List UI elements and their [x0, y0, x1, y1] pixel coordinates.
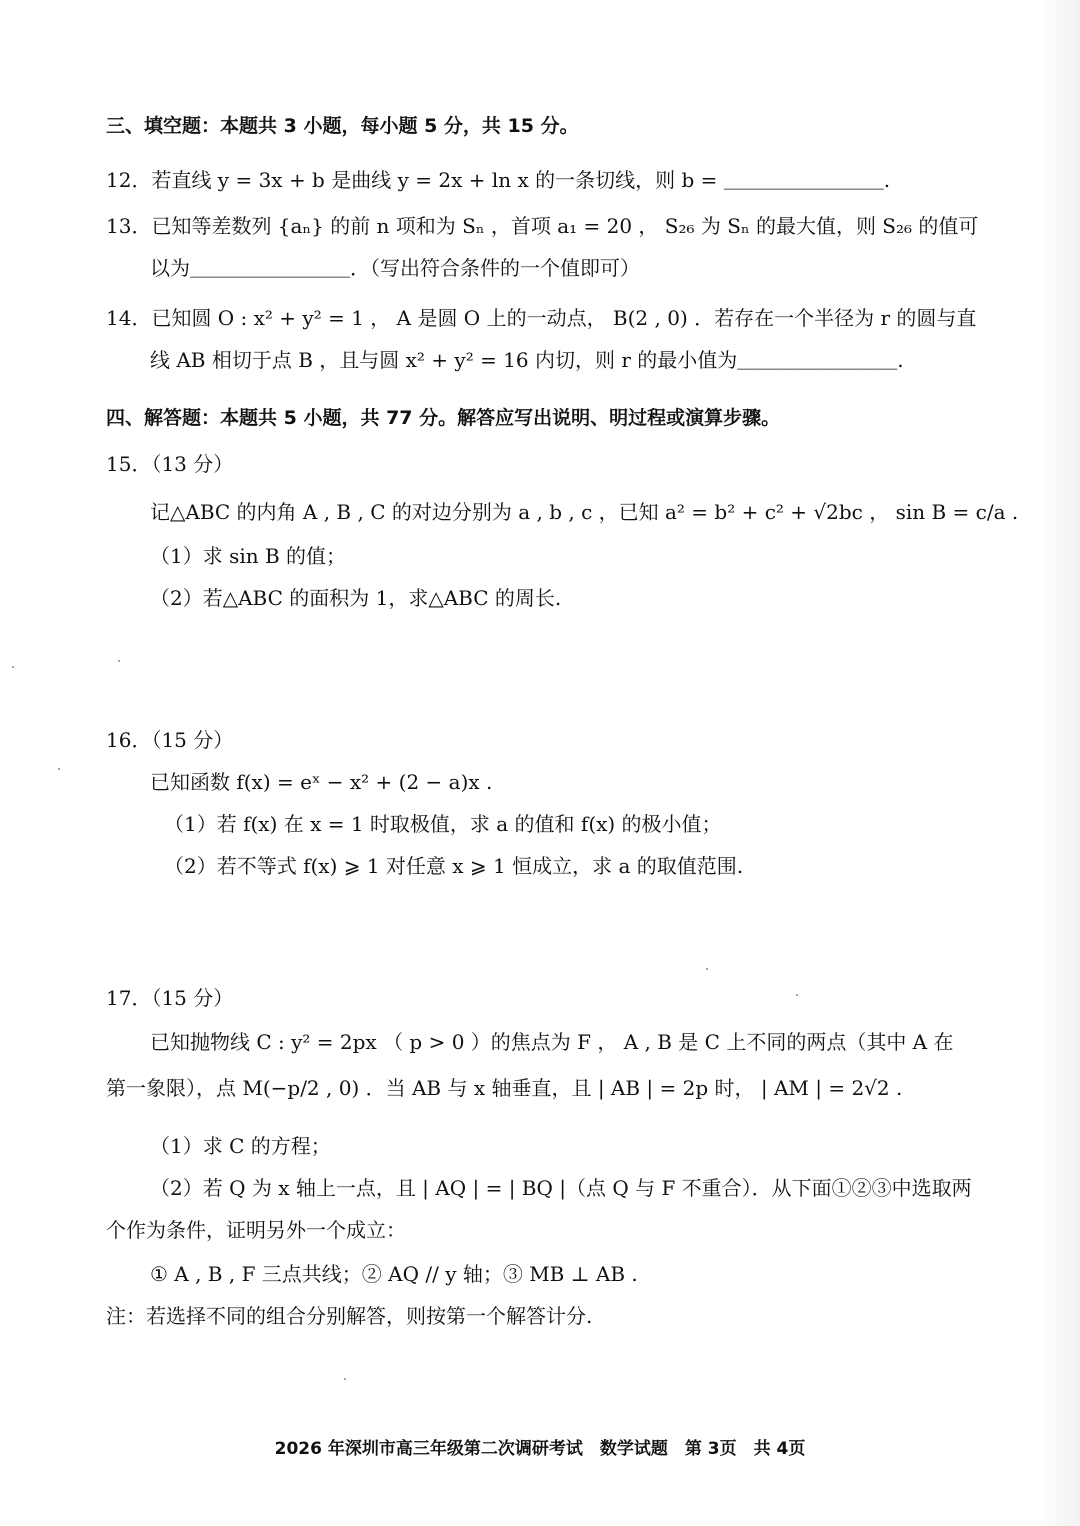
scan-speck: [344, 1378, 346, 1380]
question-17-part-2-line-2: 个作为条件，证明另外一个成立：: [106, 1218, 406, 1242]
question-17-stem-line-2: 第一象限），点 M(−p/2 , 0) ．当 AB 与 x 轴垂直，且 | AB | = 2p 时， | AM | = 2√2 .: [106, 1076, 903, 1100]
question-17-options: ① A , B , F 三点共线；② AQ // y 轴；③ MB ⊥ AB .: [150, 1262, 638, 1286]
question-15-stem: 记△ABC 的内角 A , B , C 的对边分别为 a , b , c ，已知 a² = b² + c² + √2bc ， sin B = c/a .: [150, 500, 1019, 524]
scan-speck: [12, 666, 14, 668]
scan-speck: [796, 994, 798, 996]
section-4-heading: 四、解答题：本题共 5 小题，共 77 分。解答应写出说明、明过程或演算步骤。: [106, 407, 781, 429]
scan-speck: [118, 660, 120, 662]
question-17-part-2-line-1: （2）若 Q 为 x 轴上一点，且 | AQ | = | BQ |（点 Q 与 F 不重合）．从下面①②③中选取两: [150, 1176, 972, 1200]
question-15-part-2: （2）若△ABC 的面积为 1，求△ABC 的周长.: [150, 586, 562, 610]
question-13-line-1: 13．已知等差数列 {aₙ} 的前 n 项和为 Sₙ ，首项 a₁ = 20 ， S₂₆ 为 Sₙ 的最大值，则 S₂₆ 的值可: [106, 214, 979, 238]
question-14-line-1: 14．已知圆 O : x² + y² = 1 ， A 是圆 O 上的一动点， B(2 , 0) ．若存在一个半径为 r 的圆与直: [106, 306, 977, 330]
question-17-stem-line-1: 已知抛物线 C : y² = 2px （ p > 0 ）的焦点为 F ， A , B 是 C 上不同的两点（其中 A 在: [150, 1030, 954, 1054]
question-17-note: 注：若选择不同的组合分别解答，则按第一个解答计分.: [106, 1304, 593, 1328]
scan-speck: [58, 768, 60, 770]
scan-speck: [706, 968, 708, 970]
question-14-line-2: 线 AB 相切于点 B ，且与圆 x² + y² = 16 内切，则 r 的最小值为＿＿＿＿＿＿＿＿.: [150, 348, 904, 372]
question-15-part-1: （1）求 sin B 的值；: [150, 544, 347, 568]
question-17-header: 17．（15 分）: [106, 986, 234, 1010]
question-16-stem: 已知函数 f(x) = eˣ − x² + (2 − a)x .: [150, 770, 493, 794]
question-16-part-1: （1）若 f(x) 在 x = 1 时取极值，求 a 的值和 f(x) 的极小值；: [164, 812, 722, 836]
question-13-line-2: 以为＿＿＿＿＿＿＿＿．（写出符合条件的一个值即可）: [150, 256, 640, 280]
question-16-header: 16．（15 分）: [106, 728, 234, 752]
question-12: 12．若直线 y = 3x + b 是曲线 y = 2x + ln x 的一条切线，则 b = ＿＿＿＿＿＿＿＿.: [106, 168, 891, 192]
page-footer: 2026 年深圳市高三年级第二次调研考试 数学试题 第 3页 共 4页: [274, 1439, 806, 1459]
question-15-header: 15．（13 分）: [106, 452, 234, 476]
page-edge-shadow: [1036, 0, 1080, 1526]
section-3-heading: 三、填空题：本题共 3 小题，每小题 5 分，共 15 分。: [106, 115, 579, 137]
question-17-part-1: （1）求 C 的方程；: [150, 1134, 331, 1158]
question-16-part-2: （2）若不等式 f(x) ⩾ 1 对任意 x ⩾ 1 恒成立，求 a 的取值范围.: [164, 854, 744, 878]
